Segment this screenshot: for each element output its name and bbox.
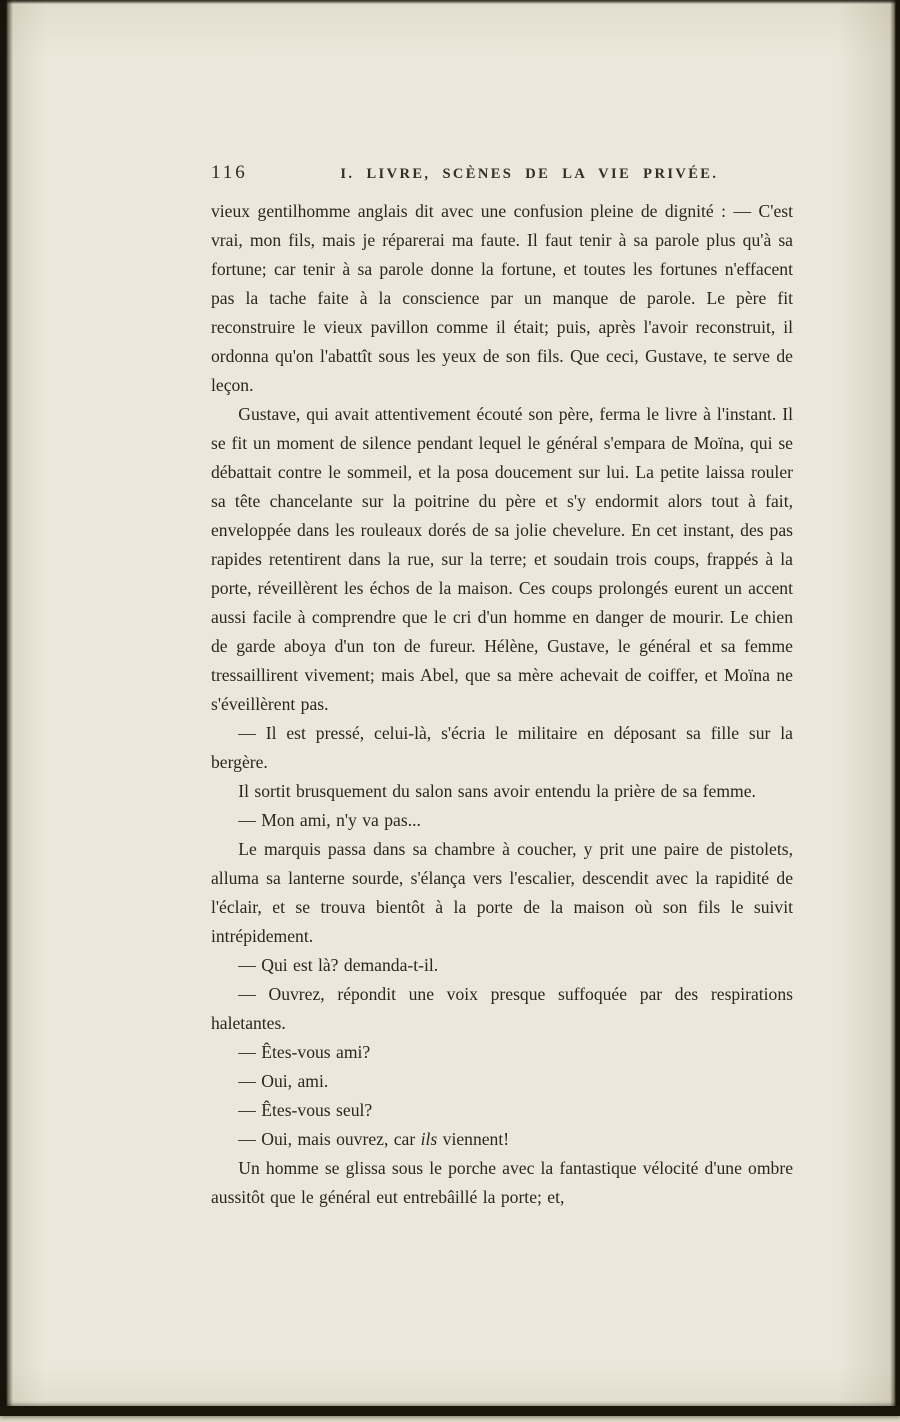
paragraph-10: — Oui, ami.	[238, 1071, 329, 1091]
paragraph-8: — Ouvrez, répondit une voix presque suffoquée par des respirations haletantes.	[211, 984, 793, 1033]
paragraph-12-italic-word: ils	[420, 1129, 438, 1149]
body-text	[211, 197, 793, 1212]
paragraph-9: — Êtes-vous ami?	[238, 1042, 371, 1062]
scan-edge-left	[0, 0, 13, 1422]
running-head	[211, 162, 793, 184]
paragraph-13: Un homme se glissa sous le porche avec la fantastique vélocité d'une ombre aussitôt que le général eut entrebâillé la porte; et,	[211, 1158, 793, 1207]
paragraph-5: — Mon ami, n'y va pas...	[238, 810, 421, 830]
paragraph-12	[211, 1125, 793, 1154]
paragraph-2: Gustave, qui avait attentivement écouté son père, ferma le livre à l'instant. Il se fit un moment de silence pendant lequel le général s'empara de Moïna, qui se débattait contre le sommeil, et la posa doucement sur lui. La petite laissa rouler sa tête chancelante sur la poitrine du père et s'y endormit alors tout à fait, enveloppée dans les rouleaux dorés de sa jolie chevelure. En cet instant, des pas rapides retentirent dans la rue, sur la terre; et soudain trois coups, frappés à la porte, réveillèrent les échos de la maison. Ces coups prolongés eurent un accent aussi facile à comprendre que le cri d'un homme en danger de mourir. Le chien de garde aboya d'un ton de fureur. Hélène, Gustave, le général et sa femme tressaillirent vivement; mais Abel, que sa mère achevait de coiffer, et Moïna ne s'éveillèrent pas.	[211, 404, 793, 714]
paragraph-3: — Il est pressé, celui-là, s'écria le militaire en déposant sa fille sur la bergère.	[211, 723, 793, 772]
running-title: I. LIVRE, SCÈNES DE LA VIE PRIVÉE.	[340, 166, 719, 182]
scan-edge-bottom	[0, 1406, 900, 1416]
scan-edge-top	[0, 0, 900, 4]
paragraph-4: Il sortit brusquement du salon sans avoir entendu la prière de sa femme.	[238, 781, 756, 801]
scan-edge-bottom-paper	[0, 1416, 900, 1422]
paragraph-12-post: viennent!	[437, 1129, 510, 1149]
paragraph-12-pre: — Oui, mais ouvrez, car	[238, 1129, 421, 1149]
paragraph-6: Le marquis passa dans sa chambre à coucher, y prit une paire de pistolets, alluma sa lanterne sourde, s'élança vers l'escalier, descendit avec la rapidité de l'éclair, et se trouva bientôt à la porte de la maison où son fils le suivit intrépidement.	[211, 839, 793, 946]
paragraph-7: — Qui est là? demanda-t-il.	[238, 955, 439, 975]
paragraph-11: — Êtes-vous seul?	[238, 1100, 373, 1120]
paragraph-1: vieux gentilhomme anglais dit avec une confusion pleine de dignité : — C'est vrai, mon fils, mais je réparerai ma faute. Il faut tenir à sa parole plus qu'à sa fortune; car tenir à sa parole donne la fortune, et toutes les fortunes n'effacent pas la tache faite à la conscience par un manque de parole. Le père fit reconstruire le vieux pavillon comme il était; puis, après l'avoir reconstruit, il ordonna qu'on l'abattît sous les yeux de son fils. Que ceci, Gustave, te serve de leçon.	[211, 201, 793, 395]
scan-edge-right	[890, 0, 900, 1422]
text-block	[211, 162, 793, 1212]
page-number: 116	[211, 162, 248, 183]
